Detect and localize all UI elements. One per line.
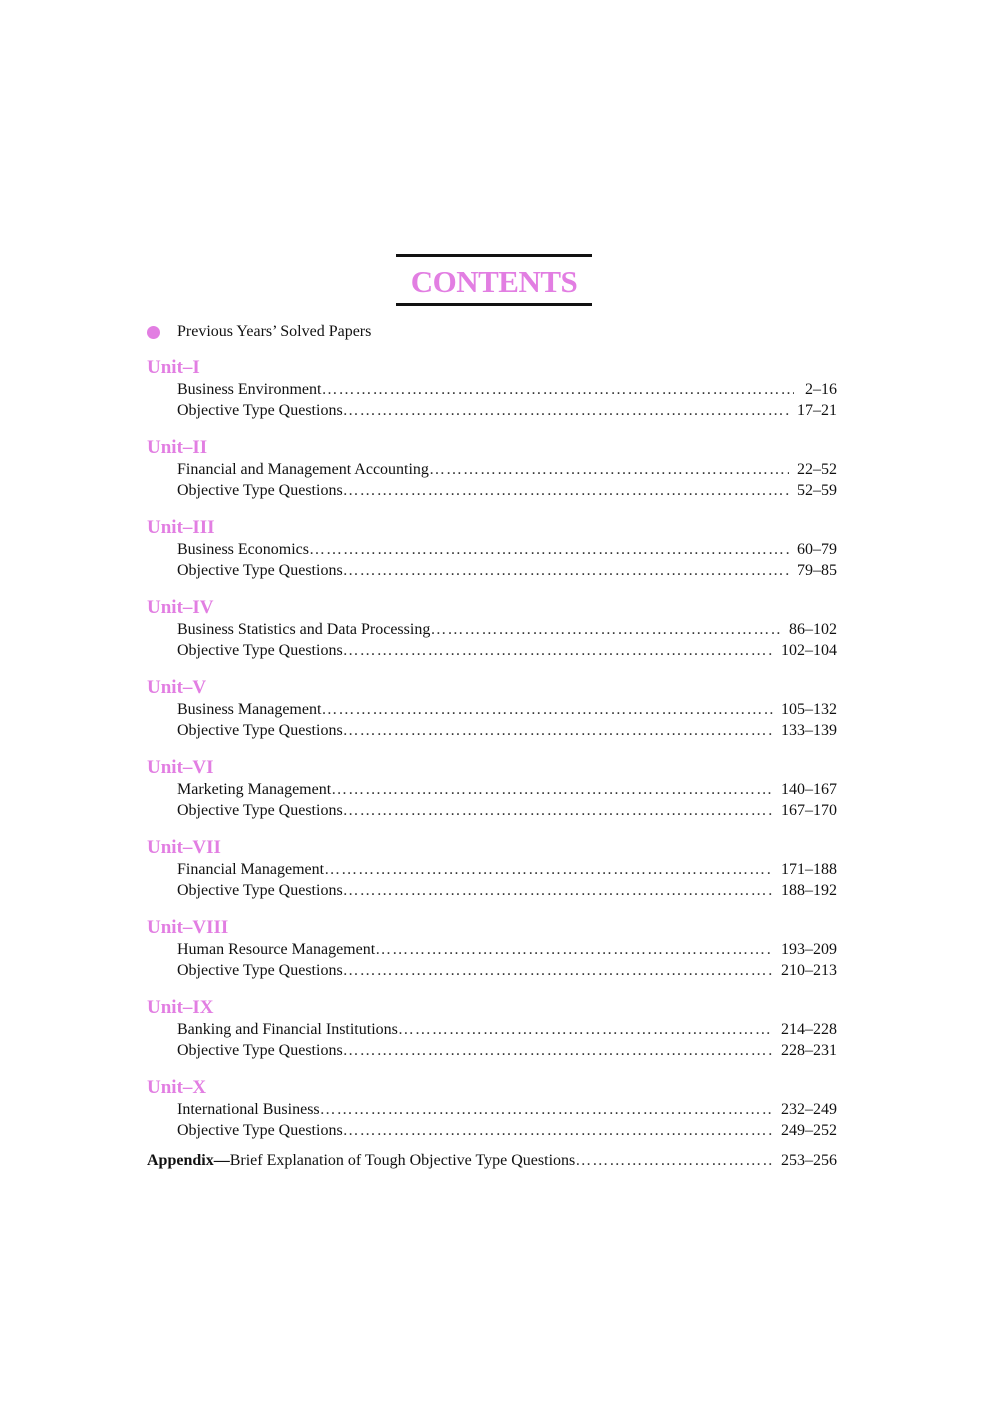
toc-entry[interactable] [177,1099,837,1120]
toc-entry-pages: 2–16 [805,381,837,398]
toc-entry[interactable] [177,379,837,400]
toc-entry-pages: 86–102 [789,621,837,638]
unit-heading: Unit–II [147,437,208,458]
toc-entry[interactable] [177,1040,837,1061]
toc-entry[interactable] [177,459,837,480]
contents-title-frame [396,254,592,306]
dot-leader [343,720,773,741]
dot-leader [575,1150,773,1171]
unit-section [147,1076,837,1156]
toc-entry-pages: 60–79 [797,541,837,558]
toc-entry-pages: 79–85 [797,562,837,579]
previous-papers-label: Previous Years’ Solved Papers [177,323,372,340]
dot-leader [343,480,789,501]
toc-entry[interactable] [177,859,837,880]
unit-heading: Unit–X [147,1077,207,1098]
toc-entry[interactable] [177,480,837,501]
toc-entry-pages: 140–167 [781,781,837,798]
unit-heading: Unit–V [147,677,207,698]
toc-entry[interactable] [177,1019,837,1040]
toc-entry-pages: 228–231 [781,1042,837,1059]
appendix-label: Brief Explanation of Tough Objective Type Questions [229,1152,576,1169]
unit-section [147,756,837,836]
dot-leader [343,560,789,581]
unit-section [147,836,837,916]
toc-entry-pages: 232–249 [781,1101,837,1118]
dot-leader [321,699,773,720]
toc-entry-pages: 105–132 [781,701,837,718]
dot-leader [343,640,773,661]
toc-entry[interactable] [177,699,837,720]
toc-entry-label: Financial Management [177,861,325,878]
toc-entry[interactable] [177,1120,837,1141]
toc-entry-pages: 210–213 [781,962,837,979]
appendix-heading: Appendix [147,1152,214,1169]
toc-entry-label: Objective Type Questions [177,1042,343,1059]
unit-heading: Unit–I [147,357,200,378]
toc-entry[interactable] [177,800,837,821]
toc-entry[interactable] [177,619,837,640]
toc-entry-label: Objective Type Questions [177,962,343,979]
toc-entry[interactable] [177,880,837,901]
toc-entry-label: Objective Type Questions [177,802,343,819]
toc-entry-label: Objective Type Questions [177,1122,343,1139]
toc-entry-pages: 193–209 [781,941,837,958]
toc-entry-label: Objective Type Questions [177,722,343,739]
toc-entry[interactable] [177,560,837,581]
dot-leader [375,939,773,960]
toc-entry-label: Human Resource Management [177,941,376,958]
toc-entry-label: Objective Type Questions [177,882,343,899]
dot-leader [321,379,794,400]
page-title: CONTENTS [410,263,578,299]
toc-entry-pages: 22–52 [797,461,837,478]
dot-leader [343,1040,773,1061]
unit-heading: Unit–III [147,517,215,538]
appendix-entry[interactable] [147,1150,837,1171]
toc-entry[interactable] [177,779,837,800]
dot-leader [343,400,789,421]
dot-leader [343,960,773,981]
unit-heading: Unit–VII [147,837,221,858]
toc-entry[interactable] [177,960,837,981]
dot-leader [429,459,789,480]
toc-entry[interactable] [177,640,837,661]
bullet-dot-icon [147,326,160,339]
toc-entry-label: International Business [177,1101,320,1118]
appendix-dash: — [213,1152,230,1169]
toc-entry-label: Business Statistics and Data Processing [177,621,431,638]
toc-entry-pages: 171–188 [781,861,837,878]
unit-heading: Unit–IV [147,597,214,618]
toc-entry-label: Objective Type Questions [177,562,343,579]
toc-entry-pages: 17–21 [797,402,837,419]
units-list [147,356,837,1156]
toc-entry-pages: 249–252 [781,1122,837,1139]
toc-entry-pages: 214–228 [781,1021,837,1038]
toc-entry[interactable] [177,939,837,960]
toc-entry[interactable] [177,539,837,560]
previous-papers-row[interactable] [147,321,371,343]
toc-entry-label: Financial and Management Accounting [177,461,429,478]
dot-leader [430,619,781,640]
toc-entry[interactable] [177,400,837,421]
toc-entry-label: Marketing Management [177,781,332,798]
dot-leader [398,1019,773,1040]
dot-leader [331,779,773,800]
toc-entry-pages: 167–170 [781,802,837,819]
toc-entry-label: Business Management [177,701,322,718]
toc-entry-label: Objective Type Questions [177,642,343,659]
appendix-pages: 253–256 [781,1152,837,1169]
unit-section [147,436,837,516]
unit-section [147,676,837,756]
unit-heading: Unit–VIII [147,917,229,938]
toc-entry-label: Objective Type Questions [177,482,343,499]
unit-section [147,356,837,436]
dot-leader [309,539,789,560]
unit-heading: Unit–IX [147,997,214,1018]
dot-leader [343,1120,773,1141]
toc-entry-pages: 102–104 [781,642,837,659]
toc-entry-label: Business Economics [177,541,309,558]
unit-heading: Unit–VI [147,757,214,778]
toc-entry-pages: 188–192 [781,882,837,899]
toc-entry-label: Objective Type Questions [177,402,343,419]
dot-leader [320,1099,773,1120]
unit-section [147,996,837,1076]
toc-entry-label: Business Environment [177,381,322,398]
toc-entry-pages: 133–139 [781,722,837,739]
unit-section [147,596,837,676]
toc-entry[interactable] [177,720,837,741]
dot-leader [343,800,773,821]
toc-entry-label: Banking and Financial Institutions [177,1021,398,1038]
unit-section [147,516,837,596]
toc-entry-pages: 52–59 [797,482,837,499]
dot-leader [343,880,773,901]
unit-section [147,916,837,996]
dot-leader [324,859,773,880]
